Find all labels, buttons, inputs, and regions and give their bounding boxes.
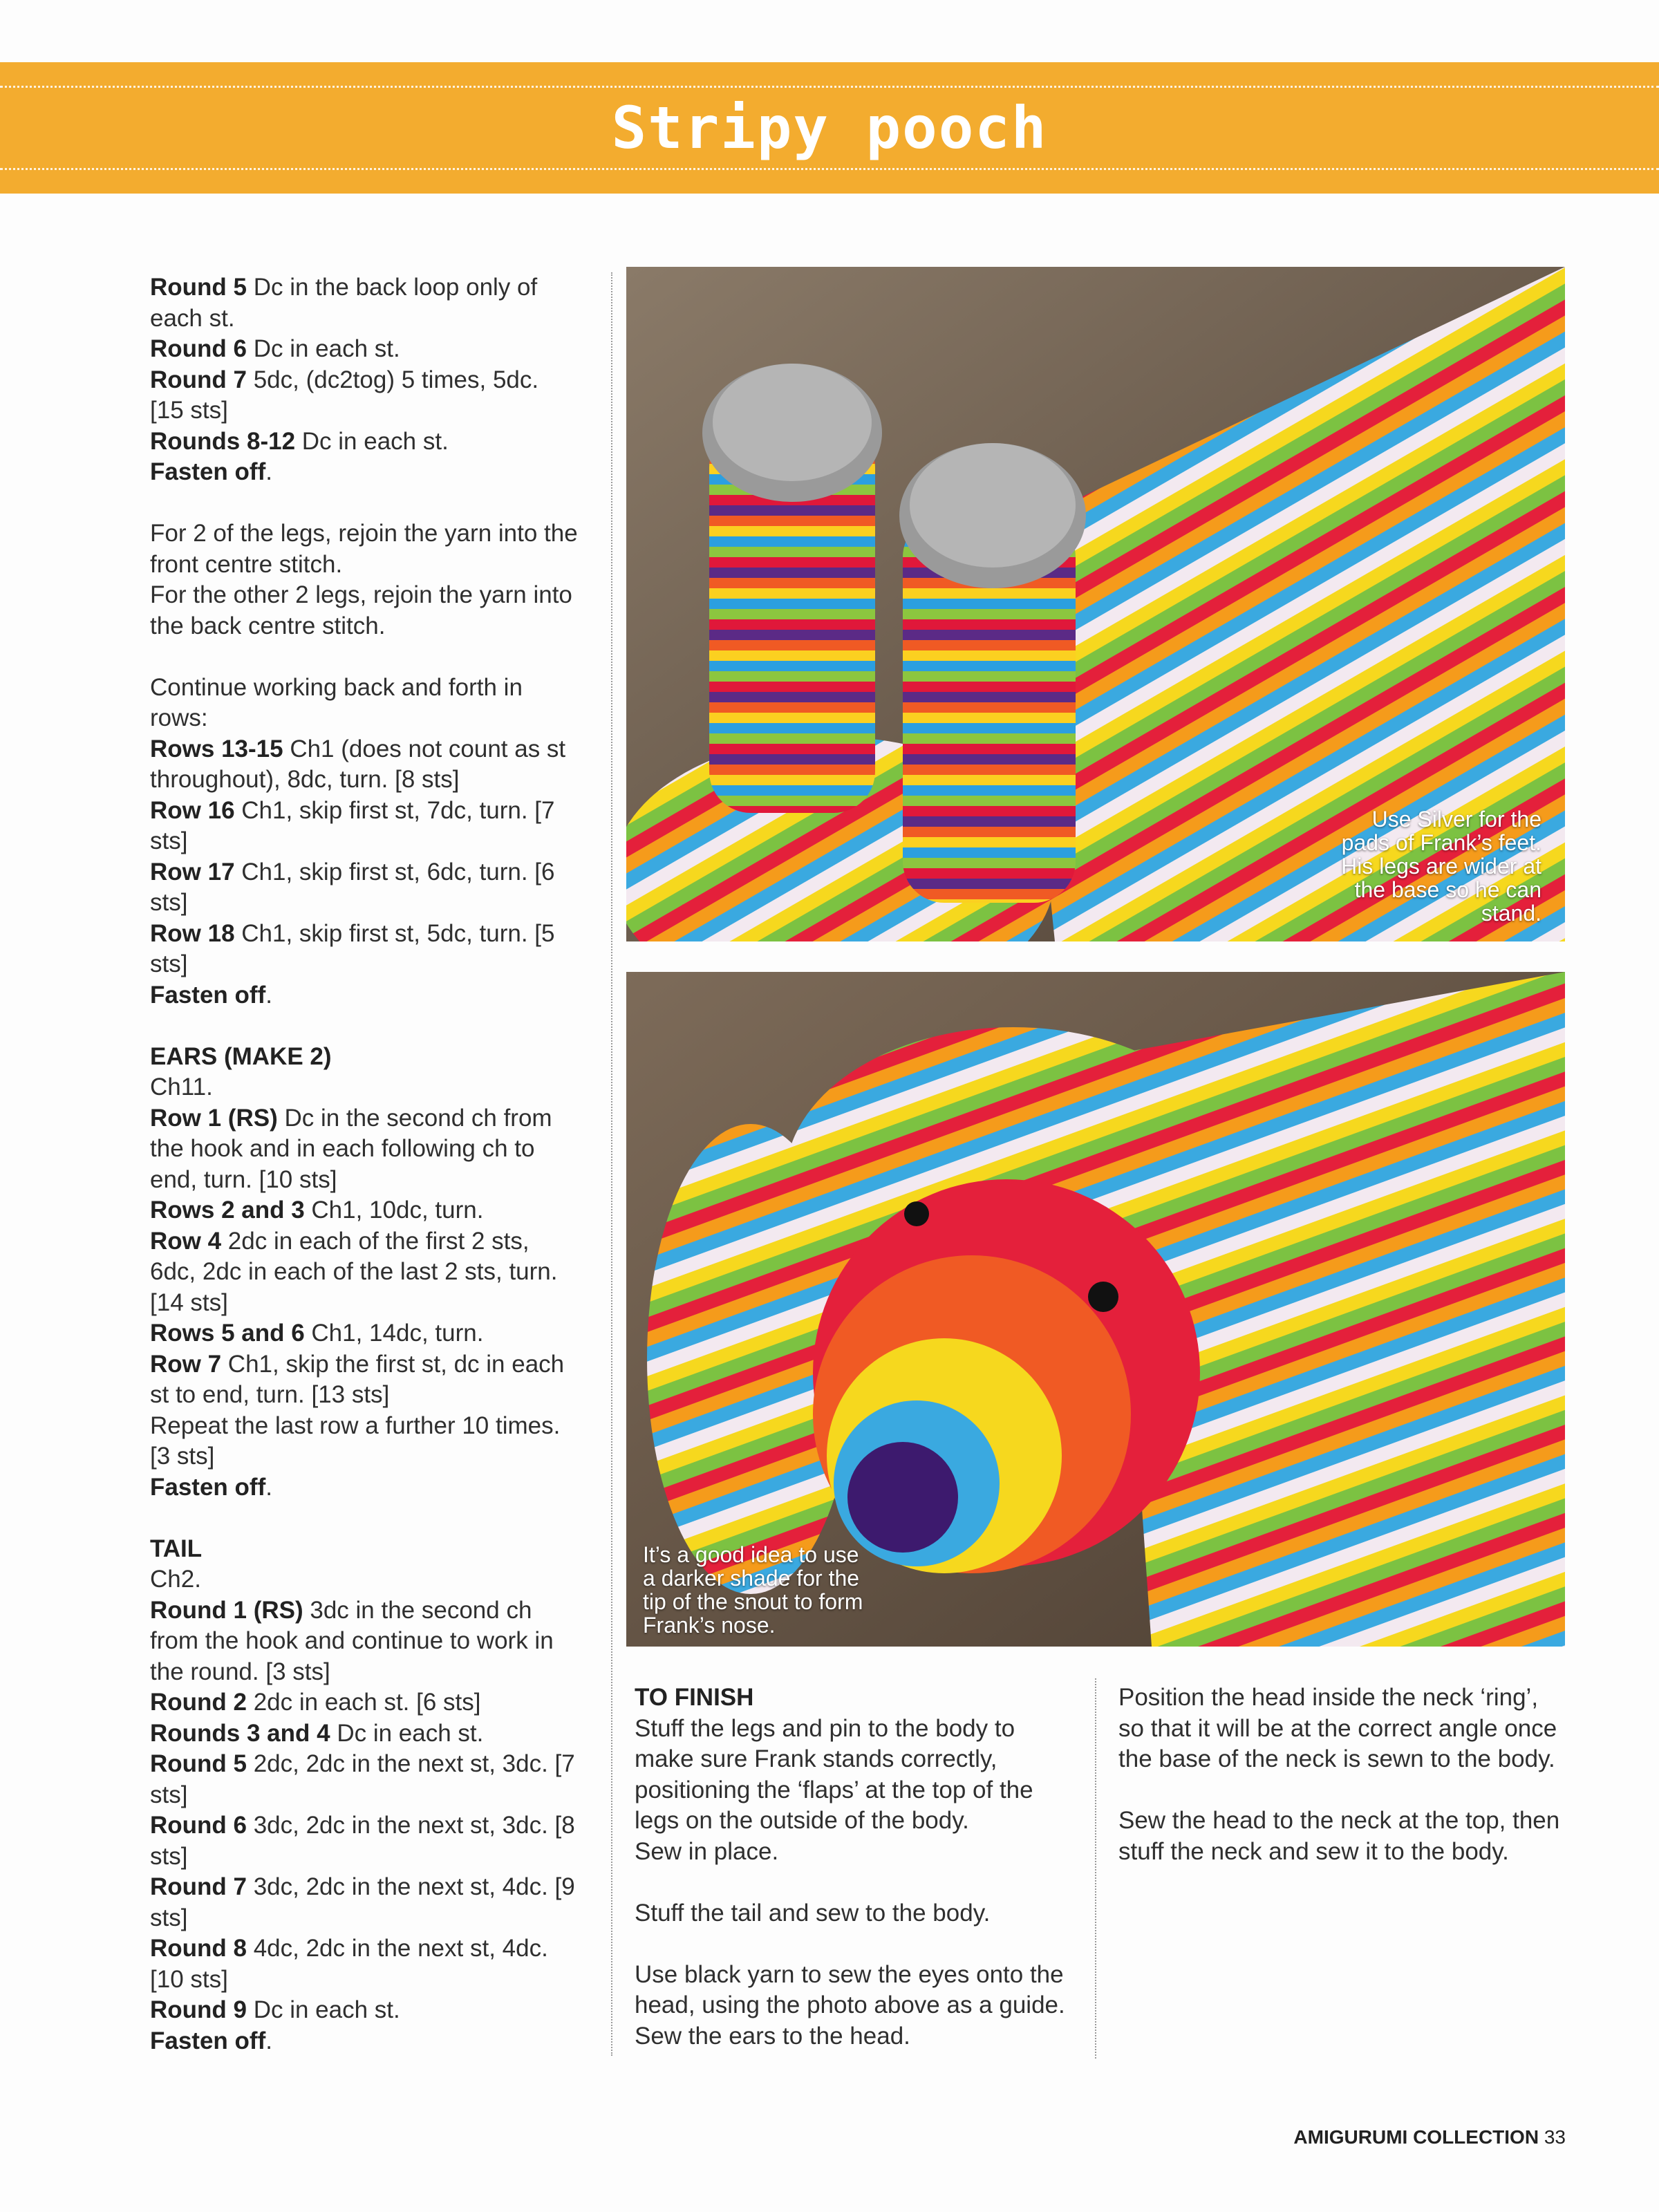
instruction-label: Rows 5 and 6 bbox=[150, 1320, 305, 1347]
magazine-name: AMIGURUMI COLLECTION bbox=[1293, 2126, 1539, 2148]
instruction-text: Continue working back and forth in rows: bbox=[150, 673, 523, 731]
instruction-text: Dc in each st. bbox=[246, 335, 400, 362]
paragraph-gap bbox=[1118, 1775, 1561, 1806]
instruction-label: Row 16 bbox=[150, 796, 235, 824]
instruction-label: Row 1 (RS) bbox=[150, 1104, 278, 1132]
instruction-line bbox=[150, 580, 579, 641]
instruction-text: . bbox=[265, 458, 272, 485]
instruction-line bbox=[150, 1933, 579, 1995]
instruction-label: Fasten off bbox=[150, 2027, 266, 2054]
instruction-label: Round 5 bbox=[150, 1750, 247, 1777]
instruction-line bbox=[150, 1195, 579, 1226]
instruction-label: Round 8 bbox=[150, 1935, 247, 1962]
page-title: Stripy pooch bbox=[611, 94, 1048, 162]
instruction-line bbox=[150, 1687, 579, 1718]
instruction-label: Rows 2 and 3 bbox=[150, 1197, 305, 1224]
instruction-text: Ch1, skip first st, 6dc, turn. [6 sts] bbox=[150, 858, 555, 916]
finishing-middle-column bbox=[635, 1683, 1077, 2052]
instruction-label: Round 2 bbox=[150, 1689, 247, 1716]
instruction-text: Repeat the last row a further 10 times. [3 sts] bbox=[150, 1412, 561, 1470]
column-divider bbox=[1095, 1678, 1096, 2059]
paragraph-gap bbox=[635, 1867, 1077, 1898]
instruction-line bbox=[150, 1226, 579, 1319]
instruction-text: Dc in the second ch from the hook and in each following ch to end, turn. [10 sts] bbox=[150, 1104, 552, 1193]
instruction-text: 3dc in the second ch from the hook and continue to work in the round. [3 sts] bbox=[150, 1596, 554, 1685]
instruction-label: Round 7 bbox=[150, 1873, 247, 1900]
paragraph-gap bbox=[150, 1503, 579, 1534]
paragraph-gap bbox=[635, 1929, 1077, 1960]
instruction-line bbox=[150, 734, 579, 796]
instruction-text: . bbox=[265, 1473, 272, 1501]
instruction-label: EARS (MAKE 2) bbox=[150, 1042, 332, 1070]
instruction-line bbox=[1118, 1683, 1561, 1775]
instruction-text: Dc in each st. bbox=[246, 1996, 400, 2023]
instruction-line bbox=[150, 857, 579, 919]
instruction-line bbox=[150, 1472, 579, 1503]
instruction-line bbox=[150, 1103, 579, 1196]
instruction-text: Ch1, skip first st, 7dc, turn. [7 sts] bbox=[150, 796, 555, 854]
instruction-label: Fasten off bbox=[150, 1473, 266, 1501]
instruction-line bbox=[150, 427, 579, 458]
instruction-text: 4dc, 2dc in the next st, 4dc. [10 sts] bbox=[150, 1935, 548, 1993]
instruction-line bbox=[150, 365, 579, 427]
instruction-text: Ch1, skip the first st, dc in each st to end, turn. [13 sts] bbox=[150, 1350, 565, 1408]
instruction-text: Ch1, 14dc, turn. bbox=[304, 1320, 484, 1347]
instruction-label: Row 18 bbox=[150, 919, 235, 947]
photo-legs-caption: Use Silver for the pads of Frank’s feet. His legs are wider at the base so he can stand. bbox=[1341, 807, 1541, 926]
instruction-label: Rounds 8-12 bbox=[150, 427, 296, 455]
instruction-text: 5dc, (dc2tog) 5 times, 5dc. [15 sts] bbox=[150, 366, 539, 424]
instruction-text: 2dc in each of the first 2 sts, 6dc, 2dc in each of the last 2 sts, turn. [14 sts] bbox=[150, 1227, 558, 1316]
instruction-text: 2dc in each st. [6 sts] bbox=[246, 1689, 481, 1716]
photo-head bbox=[626, 972, 1565, 1647]
instruction-label: Round 1 (RS) bbox=[150, 1596, 303, 1624]
instruction-line bbox=[150, 1349, 579, 1411]
instruction-text: For the other 2 legs, rejoin the yarn into the back centre stitch. bbox=[150, 581, 572, 639]
instruction-label: Fasten off bbox=[150, 981, 266, 1009]
page-number: 33 bbox=[1544, 2126, 1566, 2148]
instruction-line bbox=[1118, 1806, 1561, 1867]
finishing-right-column bbox=[1118, 1683, 1561, 1867]
instruction-line bbox=[150, 1534, 579, 1565]
instruction-line bbox=[635, 1683, 1077, 1714]
instruction-line bbox=[150, 1072, 579, 1103]
instruction-line bbox=[635, 1898, 1077, 1929]
instruction-line bbox=[150, 1564, 579, 1595]
instruction-label: TO FINISH bbox=[635, 1684, 754, 1711]
instruction-text: . bbox=[265, 981, 272, 1009]
instruction-text: Stuff the tail and sew to the body. bbox=[635, 1899, 991, 1927]
instruction-line bbox=[150, 1995, 579, 2026]
instruction-label: TAIL bbox=[150, 1535, 203, 1562]
instruction-text: Ch1, 10dc, turn. bbox=[304, 1197, 484, 1224]
instruction-line bbox=[150, 673, 579, 734]
instruction-line bbox=[150, 919, 579, 980]
instruction-line bbox=[635, 1837, 1077, 1868]
instruction-text: Stuff the legs and pin to the body to make sure Frank stands correctly, positioning the ‘flaps’ at the top of the legs on the outside of the body. bbox=[635, 1714, 1033, 1834]
instruction-label: Round 5 bbox=[150, 274, 247, 301]
instruction-text: 3dc, 2dc in the next st, 4dc. [9 sts] bbox=[150, 1873, 575, 1931]
instruction-label: Fasten off bbox=[150, 458, 266, 485]
instruction-line bbox=[150, 980, 579, 1011]
instruction-text: Ch2. bbox=[150, 1566, 201, 1593]
instruction-line bbox=[150, 1718, 579, 1750]
instruction-text: Use black yarn to sew the eyes onto the head, using the photo above as a guide. Sew the ears to the head. bbox=[635, 1960, 1065, 2050]
instruction-line bbox=[150, 334, 579, 365]
instruction-label: Round 6 bbox=[150, 1812, 247, 1839]
instruction-label: Round 7 bbox=[150, 366, 247, 393]
instruction-text: Sew in place. bbox=[635, 1837, 779, 1865]
instruction-line bbox=[150, 1318, 579, 1349]
instruction-line bbox=[150, 1411, 579, 1472]
instruction-text: For 2 of the legs, rejoin the yarn into the front centre stitch. bbox=[150, 520, 578, 578]
instruction-text: Dc in each st. bbox=[295, 427, 449, 455]
instruction-text: 3dc, 2dc in the next st, 3dc. [8 sts] bbox=[150, 1812, 575, 1870]
instruction-label: Row 7 bbox=[150, 1350, 222, 1378]
paragraph-gap bbox=[150, 1011, 579, 1042]
instruction-text: Ch11. bbox=[150, 1074, 213, 1100]
instruction-line bbox=[150, 1042, 579, 1073]
instruction-line bbox=[150, 457, 579, 488]
paragraph-gap bbox=[150, 488, 579, 519]
instruction-text: 2dc, 2dc in the next st, 3dc. [7 sts] bbox=[150, 1750, 575, 1808]
instructions-left-column bbox=[150, 272, 579, 2056]
instruction-text: Ch1, skip first st, 5dc, turn. [5 sts] bbox=[150, 919, 555, 977]
instruction-text: Dc in the back loop only of each st. bbox=[150, 274, 538, 332]
banner-dotted-rule bbox=[0, 168, 1659, 170]
instruction-line bbox=[150, 1872, 579, 1933]
instruction-text: Dc in each st. bbox=[330, 1719, 484, 1747]
column-divider bbox=[611, 272, 612, 2056]
instruction-line bbox=[150, 1810, 579, 1872]
photo-head-caption: It’s a good idea to use a darker shade for the tip of the snout to form Frank’s nose. bbox=[643, 1542, 863, 1638]
instruction-label: Rows 13-15 bbox=[150, 735, 283, 762]
instruction-text: Sew the head to the neck at the top, then stuff the neck and sew it to the body. bbox=[1118, 1807, 1560, 1865]
title-banner bbox=[0, 62, 1659, 194]
page-footer bbox=[1293, 2126, 1566, 2148]
paragraph-gap bbox=[150, 641, 579, 673]
instruction-line bbox=[150, 1749, 579, 1810]
instruction-label: Row 4 bbox=[150, 1227, 222, 1255]
instruction-line bbox=[635, 1960, 1077, 2052]
instruction-label: Rounds 3 and 4 bbox=[150, 1719, 330, 1747]
instruction-text: . bbox=[265, 2027, 272, 2054]
instruction-line bbox=[635, 1714, 1077, 1837]
instruction-line bbox=[150, 796, 579, 857]
instruction-line bbox=[150, 2026, 579, 2057]
instruction-line bbox=[150, 1595, 579, 1688]
photo-legs bbox=[626, 267, 1565, 941]
instruction-label: Row 17 bbox=[150, 858, 235, 885]
instruction-line bbox=[150, 518, 579, 580]
instruction-text: Ch1 (does not count as st throughout), 8dc, turn. [8 sts] bbox=[150, 735, 566, 793]
instruction-label: Round 6 bbox=[150, 335, 247, 362]
instruction-label: Round 9 bbox=[150, 1996, 247, 2023]
instruction-text: Position the head inside the neck ‘ring’, so that it will be at the correct angle once the base of the neck is sewn to the body. bbox=[1118, 1684, 1557, 1772]
instruction-line bbox=[150, 272, 579, 334]
